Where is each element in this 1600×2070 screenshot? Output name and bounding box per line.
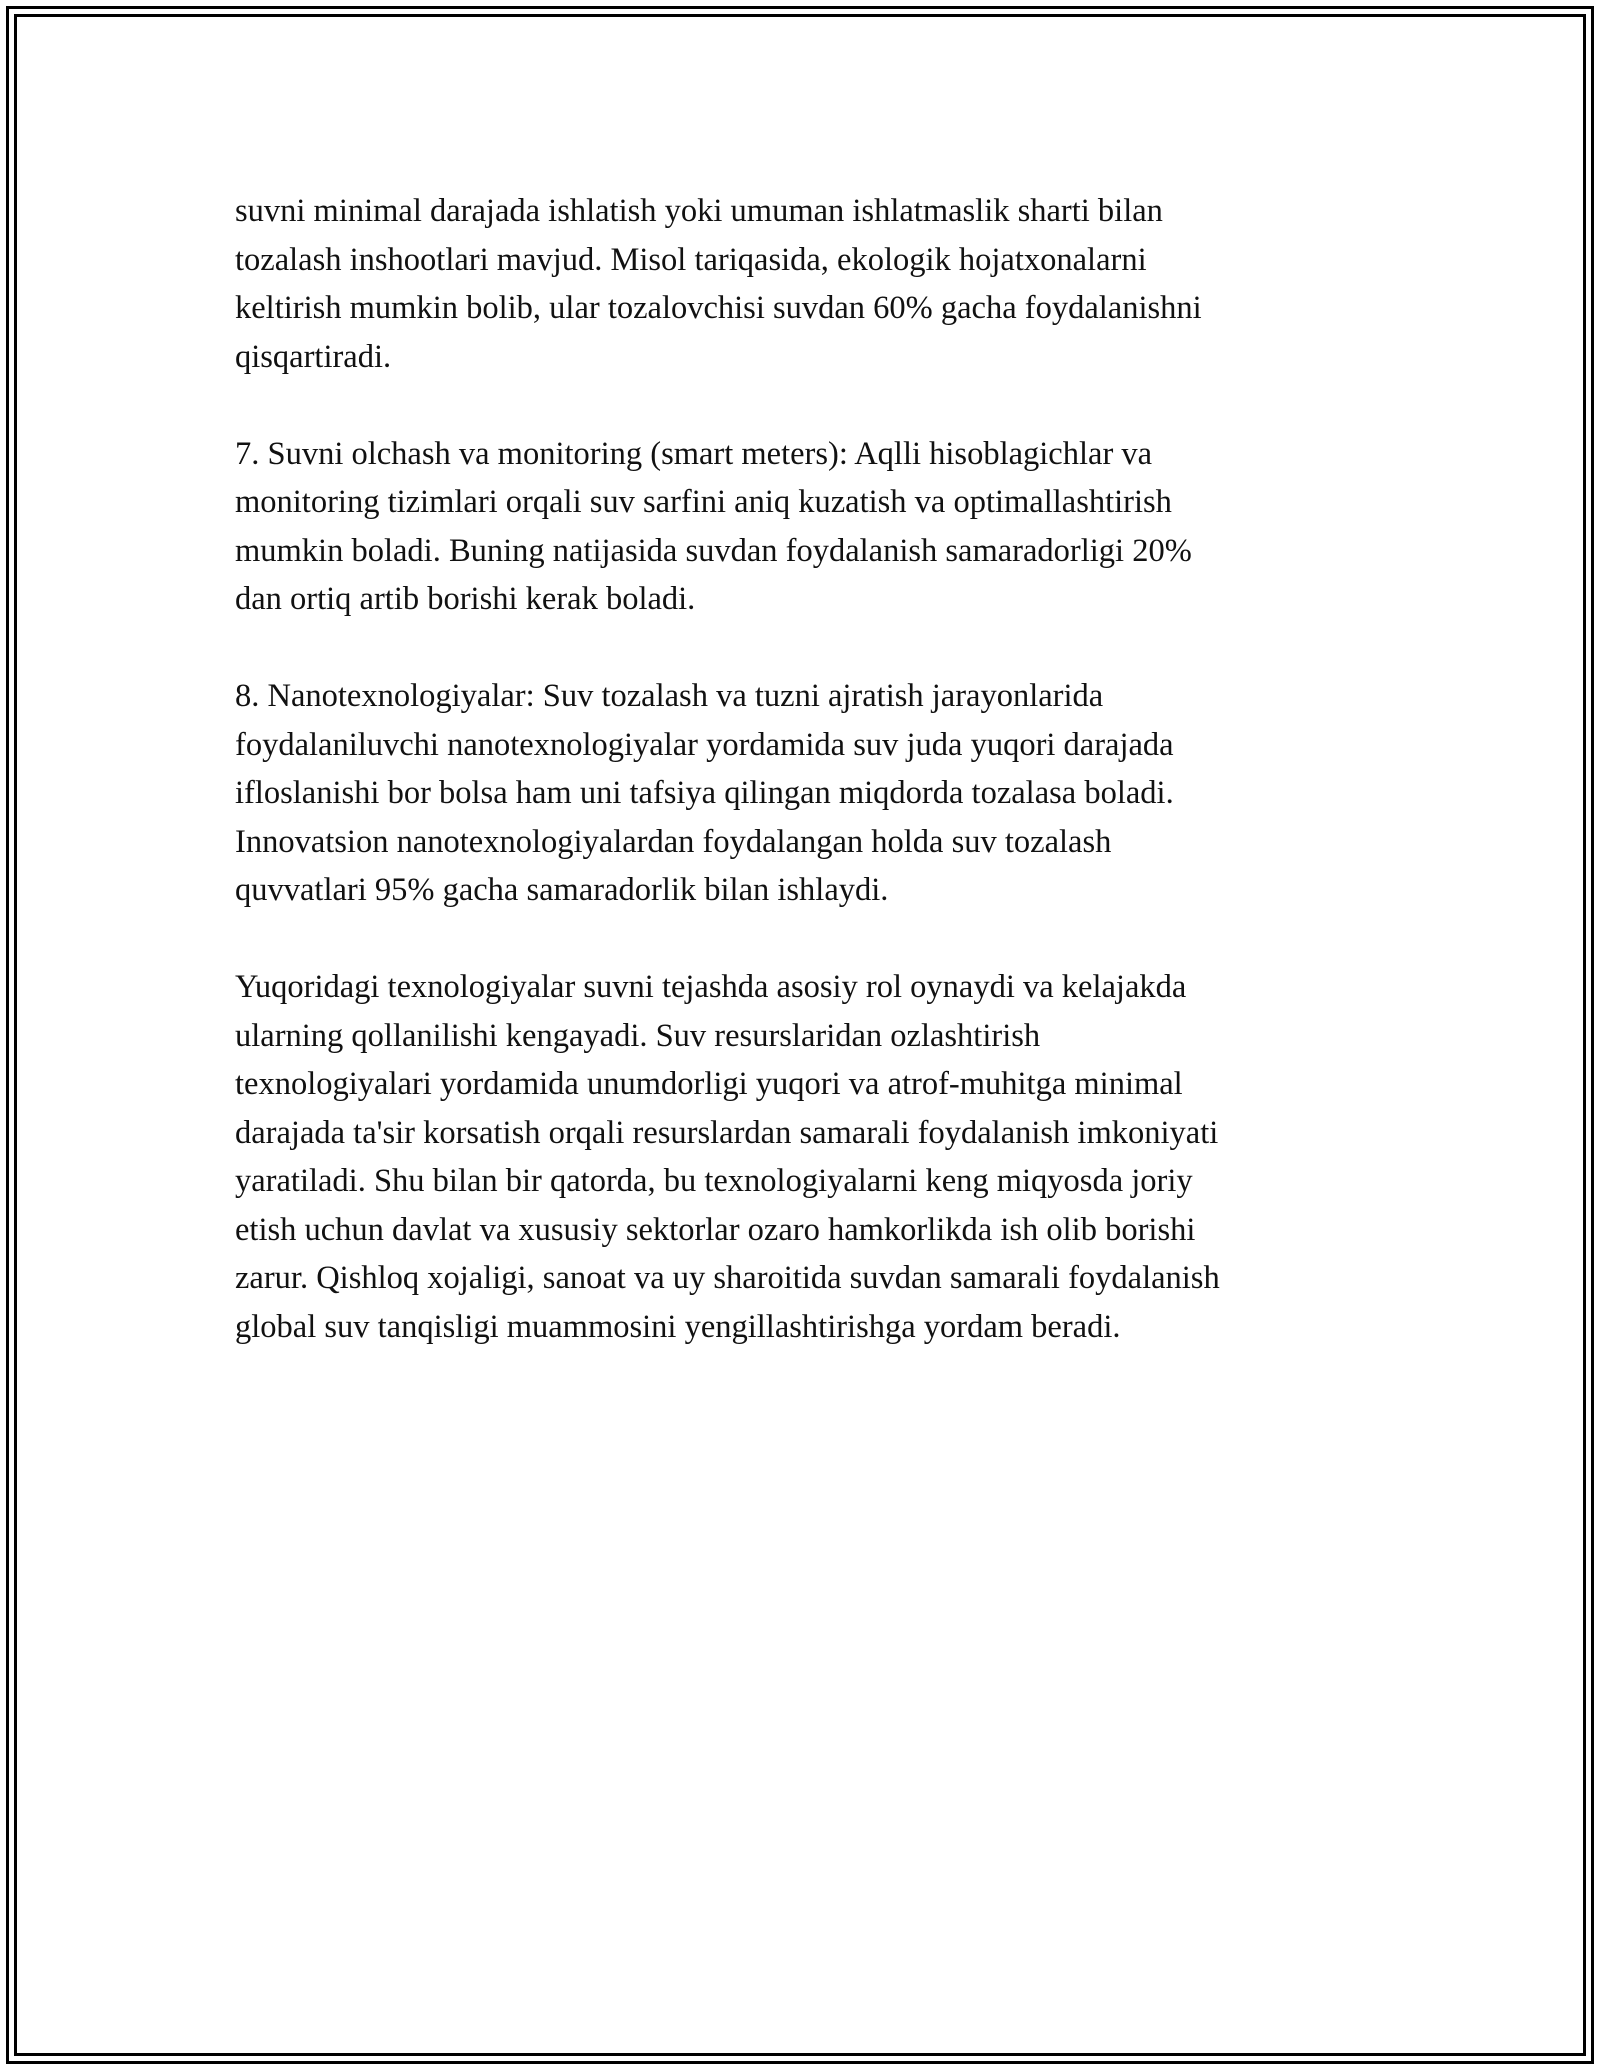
paragraph-conclusion: [235, 963, 1370, 1351]
text-line: mumkin boladi. Buning natijasida suvdan foydalanish samaradorligi 20%: [235, 532, 1192, 569]
text-line: quvvatlari 95% gacha samaradorlik bilan ishlaydi.: [235, 872, 889, 908]
text-line: qisqartiradi.: [235, 338, 392, 375]
text-line: dan ortiq artib borishi kerak boladi.: [235, 581, 696, 617]
text-line: ifloslanishi bor bolsa ham uni tafsiya qilingan miqdorda tozalasa boladi.: [235, 775, 1174, 811]
text-line: monitoring tizimlari orqali suv sarfini aniq kuzatish va optimallashtirish: [235, 484, 1172, 520]
text-line: 7. Suvni olchash va monitoring (smart meters): Aqlli hisoblagichlar va: [235, 435, 1153, 472]
paragraph-smart-meters: [235, 430, 1370, 624]
paragraph-eco-toilets: [235, 187, 1370, 381]
paragraph-nanotechnology: [235, 672, 1370, 915]
text-line: yaratiladi. Shu bilan bir qatorda, bu texnologiyalarni keng miqyosda joriy: [235, 1163, 1193, 1199]
text-line: zarur. Qishloq xojaligi, sanoat va uy sharoitida suvdan samarali foydalanish: [235, 1260, 1220, 1296]
text-line: Innovatsion nanotexnologiyalardan foydalangan holda suv tozalash: [235, 823, 1112, 860]
text-line: ularning qollanilishi kengayadi. Suv resurslaridan ozlashtirish: [235, 1017, 1041, 1054]
text-line: global suv tanqisligi muammosini yengillashtirishga yordam beradi.: [235, 1308, 1121, 1345]
text-line: etish uchun davlat va xususiy sektorlar ozaro hamkorlikda ish olib borishi: [235, 1211, 1196, 1248]
text-line: Yuqoridagi texnologiyalar suvni tejashda asosiy rol oynaydi va kelajakda: [235, 969, 1187, 1005]
text-line: darajada ta'sir korsatish orqali resurslardan samarali foydalanish imkoniyati: [235, 1114, 1219, 1151]
text-line: suvni minimal darajada ishlatish yoki umuman ishlatmaslik sharti bilan: [235, 193, 1163, 229]
text-line: texnologiyalari yordamida unumdorligi yuqori va atrof-muhitga minimal: [235, 1066, 1183, 1102]
document-body: [235, 187, 1370, 1400]
text-line: foydalaniluvchi nanotexnologiyalar yordamida suv juda yuqori darajada: [235, 726, 1174, 763]
text-line: tozalash inshootlari mavjud. Misol tariqasida, ekologik hojatxonalarni: [235, 241, 1147, 278]
text-line: keltirish mumkin bolib, ular tozalovchisi suvdan 60% gacha foydalanishni: [235, 290, 1202, 326]
text-line: 8. Nanotexnologiyalar: Suv tozalash va tuzni ajratish jarayonlarida: [235, 678, 1104, 714]
